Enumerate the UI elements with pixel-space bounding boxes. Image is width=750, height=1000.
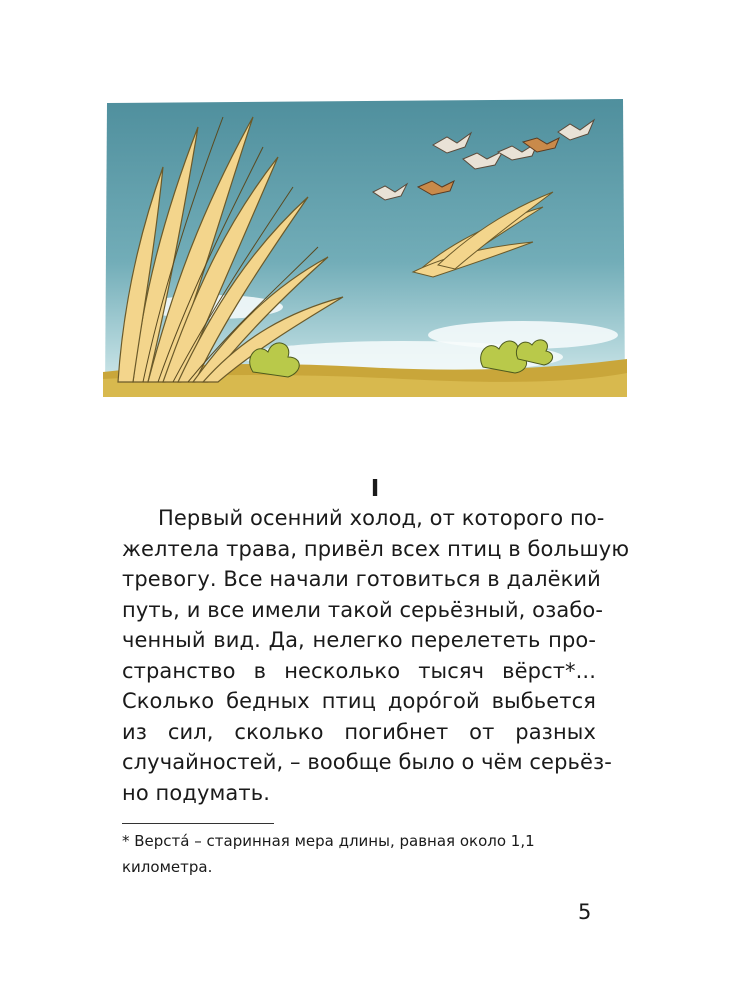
page-number: 5 (578, 900, 592, 924)
footnote (122, 828, 596, 880)
paragraph-line: Сколько бедных птиц доро́гой выбьется (122, 689, 596, 713)
paragraph-line: но подумать. (122, 780, 270, 805)
footnote-line: километра. (122, 858, 213, 876)
chapter-illustration (103, 97, 627, 397)
paragraph (122, 503, 630, 808)
paragraph-line: из сил, сколько погибнет от разных (122, 719, 596, 744)
footnote-divider (122, 823, 274, 824)
paragraph-line: тревогу. Все начали готовиться в далёкий (122, 567, 601, 591)
paragraph-line: желтела трава, привёл всех птиц в большую (122, 536, 630, 561)
paragraph-line: странство в несколько тысяч вёрст*... (122, 658, 596, 683)
paragraph-line: случайностей, – вообще было о чём серьёз- (122, 750, 612, 774)
paragraph-line: Первый осенний холод, от которого по- (158, 506, 605, 530)
reeds-birds-icon (103, 97, 627, 397)
paragraph-line: путь, и все имели такой серьёзный, озабо- (122, 597, 603, 622)
chapter-number: I (370, 476, 380, 502)
footnote-line: * Верста́ – старинная мера длины, равная около 1,1 (122, 832, 535, 850)
paragraph-line: ченный вид. Да, нелегко перелететь про- (122, 628, 596, 652)
